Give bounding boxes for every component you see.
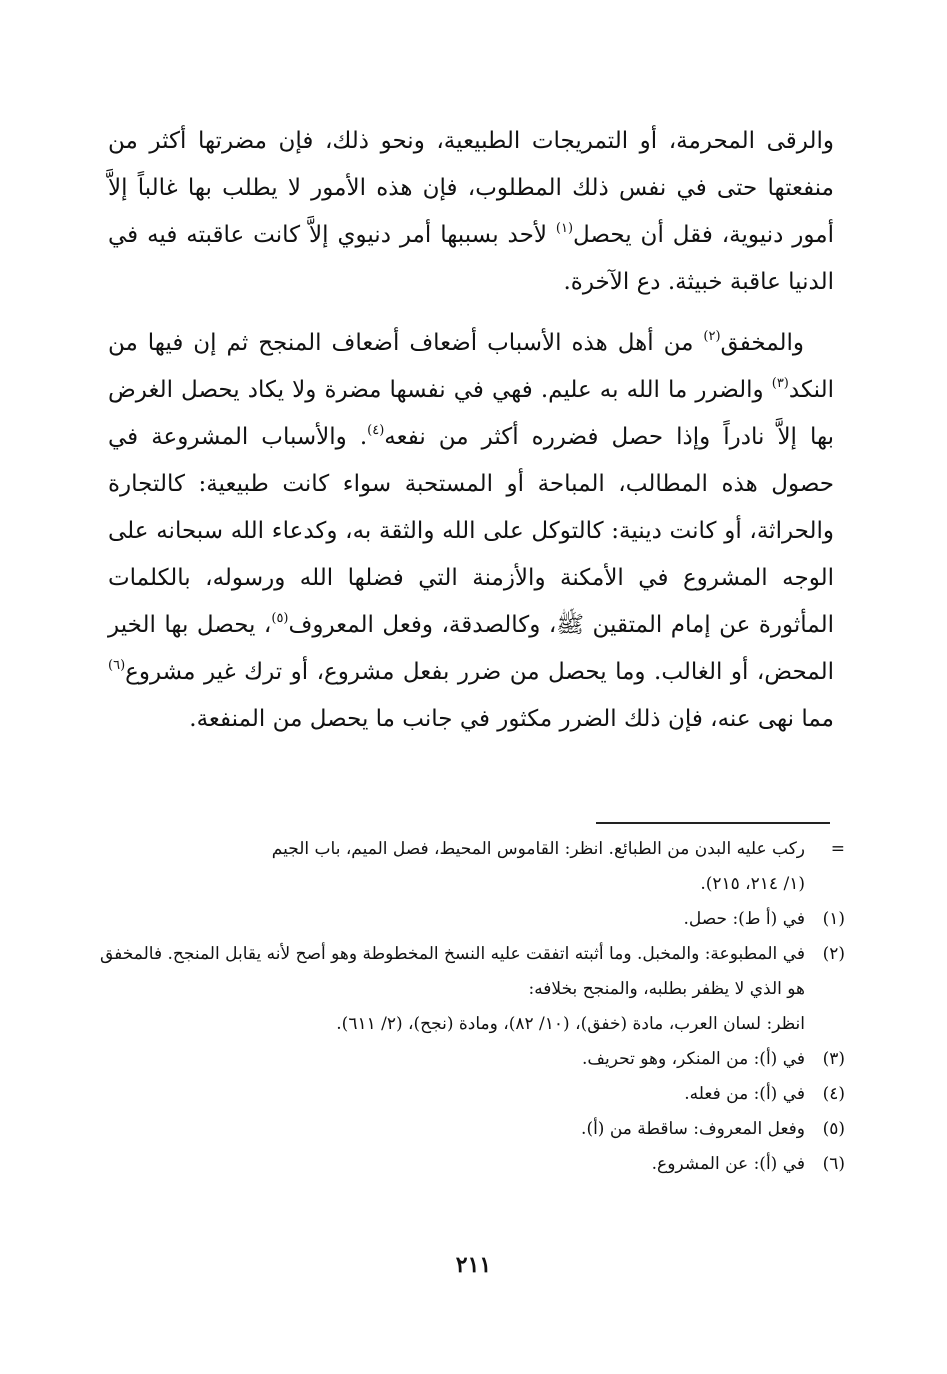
footnote-line: انظر: لسان العرب، مادة (خفق)، (١٠/ ٨٢)، ومادة (نجح)، (٢/ ٦١١). [336, 1014, 805, 1034]
continuation-text [100, 832, 805, 902]
footnote-1 [100, 902, 845, 937]
footnotes [100, 832, 845, 1182]
footnote-4 [100, 1077, 845, 1112]
paragraph-2-text-b: من أهل هذه الأسباب أضعاف أضعاف المنجح ثم إن فيها من النكد [108, 330, 834, 403]
footnote-ref-4: (٤) [367, 423, 385, 438]
footnote-ref-2: (٢) [703, 329, 721, 344]
paragraph-2-text-a: والمخفق [720, 330, 804, 356]
footnote-text [100, 1112, 805, 1147]
paragraph-2-text-d: . والأسباب المشروعة في حصول هذه المطالب، المباحة أو المستحبة سواء كانت طبيعية: كالتجارة والحراثة، أو كانت دينية: كالتوكل على الله والثقة به، وكدعاء الله سبحانه على الوجه المشروع في الأمكنة والأزمنة التي فضلها الله ورسوله، بالكلمات المأثورة عن إمام المتقين ﷺ، وكالصدقة، وفعل المعروف [108, 424, 834, 638]
footnote-2 [100, 937, 845, 1042]
paragraph-1-text: والرقى المحرمة، أو التمريجات الطبيعية، ونحو ذلك، فإن مضرتها أكثر من منفعتها حتى في نفس ذلك المطلوب، فإن هذه الأمور لا يطلب بها غالباً إلاَّ أمور دنيوية، فقل أن يحصل [108, 128, 834, 248]
footnote-number: (٥) [822, 1119, 845, 1139]
continuation-line-2: (١/ ٢١٤، ٢١٥). [700, 874, 805, 894]
footnote-ref-3: (٣) [771, 376, 789, 391]
footnote-line: في (أ): عن المشروع. [651, 1154, 805, 1174]
paragraph-1 [108, 118, 834, 306]
footnote-line: في المطبوعة: والمخبل. وما أثبته اتفقت عليه النسخ المخطوطة وهو أصح لأنه يقابل المنجح. فالمخفق هو الذي لا يظفر بطلبه، والمنجح بخلافه: [100, 944, 805, 999]
footnote-number: (٢) [822, 944, 845, 964]
footnote-text [100, 1147, 805, 1182]
footnote-line: في (أ): من المنكر، وهو تحريف. [582, 1049, 805, 1069]
continuation-marker: = [830, 839, 845, 859]
paragraph-2-text-f: مما نهى عنه، فإن ذلك الضرر مكثور في جانب ما يحصل من المنفعة. [189, 706, 834, 732]
paragraph-2 [108, 320, 834, 743]
paragraph-2-text-c: والضرر ما الله به عليم. فهي في نفسها مضرة ولا يكاد يحصل الغرض بها إلاَّ نادراً وإذا حصل فضرره أكثر من نفعه [108, 377, 834, 450]
footnote-number: (٦) [822, 1154, 845, 1174]
main-text [108, 118, 834, 743]
footnote-ref-6: (٦) [108, 658, 126, 673]
footnote-ref-1: (١) [555, 221, 574, 236]
paragraph-1-text-end: لأحد بسببها أمر دنيوي إلاَّ كانت عاقبته فيه في الدنيا عاقبة خبيثة. دع الآخرة. [108, 222, 834, 295]
footnote-number: (٤) [822, 1084, 845, 1104]
footnote-number: (١) [822, 909, 845, 929]
footnote-5 [100, 1112, 845, 1147]
footnote-continuation [100, 832, 845, 902]
continuation-line-1: ركب عليه البدن من الطبائع. انظر: القاموس المحيط، فصل الميم، باب الجيم [271, 839, 805, 859]
footnote-text [100, 1042, 805, 1077]
footnote-6 [100, 1147, 845, 1182]
footnote-text [100, 902, 805, 937]
footnote-line: في (أ): من فعله. [684, 1084, 805, 1104]
footnote-3 [100, 1042, 845, 1077]
paragraph-2-text-e: ، يحصل بها الخير المحض، أو الغالب. وما يحصل من ضرر بفعل مشروع، أو ترك غير مشروع [108, 612, 834, 685]
footnote-number: (٣) [822, 1049, 845, 1069]
footnote-ref-5: (٥) [271, 611, 289, 626]
page-number: ٢١١ [455, 1252, 492, 1278]
footnote-text [100, 937, 805, 1042]
footnote-text [100, 1077, 805, 1112]
footnote-line: وفعل المعروف: ساقطة من (أ). [581, 1119, 805, 1139]
footnote-separator [596, 822, 830, 824]
footnote-line: في (أ ط): حصل. [683, 909, 805, 929]
